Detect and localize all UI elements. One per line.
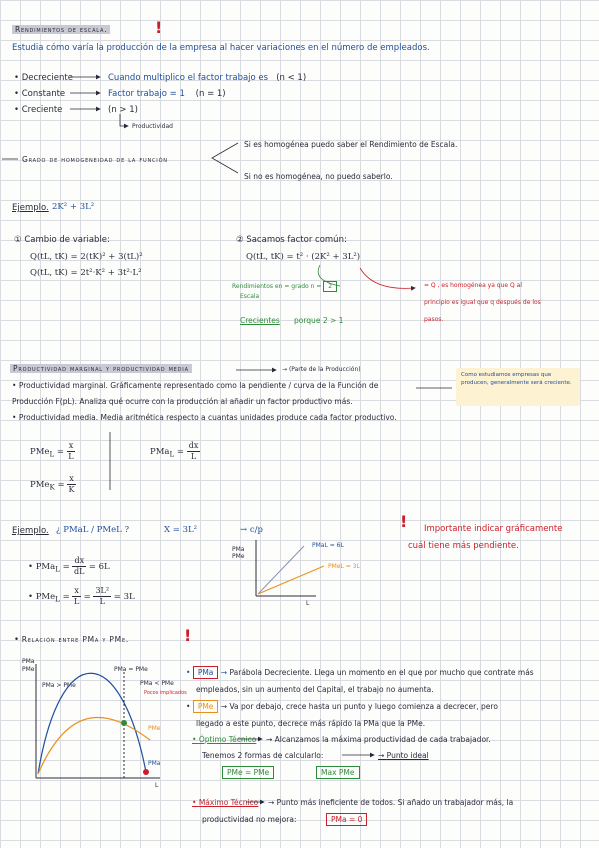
optimo-point xyxy=(121,720,127,726)
graph3 xyxy=(36,664,160,778)
step1-title: ① Cambio de variable: xyxy=(14,235,110,245)
graph2 xyxy=(256,540,324,596)
no-homogenea: Si no es homogénea, no puedo saberlo. xyxy=(244,172,393,181)
pmal-calc: • PMa$_L$ = $\frac{dx}{dL}$ = 6L xyxy=(28,556,110,576)
graph3-y1: PMa xyxy=(22,658,35,665)
section-title-rendimientos: Rendimientos de escala. xyxy=(12,25,110,34)
step2-title: ② Sacamos factor común: xyxy=(236,235,347,245)
graph3-right-label: PMa < PMe xyxy=(140,680,174,687)
graph3-curve-pma: PMa xyxy=(148,760,161,767)
graph3-axis-l: L xyxy=(155,782,159,789)
escala-label: Escala xyxy=(240,293,260,300)
green-curve-arrow xyxy=(318,265,340,286)
importante-2: cuál tiene más pendiente. xyxy=(408,541,519,551)
optimo-label: • Óptimo Técnico xyxy=(192,735,257,744)
row-creciente-label: • Creciente xyxy=(14,105,63,115)
pma-desc-1: • PMa → Parábola Decreciente. Llega un momento en el que por mucho que contrate más xyxy=(186,668,534,677)
maximo-desc: → Punto más ineficiente de todos. Si añado un trabajador más, la xyxy=(268,798,514,807)
maximo-label: • Máximo Técnico xyxy=(192,798,259,807)
graph3-curve-pme: PMe xyxy=(148,725,161,732)
section-subtitle: Estudia cómo varía la producción de la empresa al hacer variaciones en el número de empleados. xyxy=(12,43,430,53)
pme-l-formula: PMe$_L$ = $\frac{x}{L}$ xyxy=(30,441,74,461)
ejemplo2-label: Ejemplo. xyxy=(12,526,49,536)
graph2-pma: PMa xyxy=(232,546,245,553)
exclamation-icon: ! xyxy=(155,18,163,37)
rend-label: Rendimientos en = grado n = 2 xyxy=(232,283,337,290)
red-note-3: pasos. xyxy=(424,316,444,323)
maximo-point xyxy=(143,769,149,775)
box-pme-pme: PMe = PMe xyxy=(222,766,274,779)
brace-si-no xyxy=(212,143,238,173)
step1-line2: Q(tL, tK) = 2t²·K² + 3t²·L² xyxy=(30,268,142,278)
pme-line: • Productividad media. Media aritmética respecto a cuantas unidades produce cada factor productivo. xyxy=(12,413,397,422)
pmel-calc: • PMe$_L$ = $\frac{x}{L}$ = $\frac{\text{3L²}}{L}$ = 3L xyxy=(28,586,135,606)
row-decreciente-label: • Decreciente xyxy=(14,73,73,83)
red-note-2: principio es igual que q después de los xyxy=(424,299,541,306)
parte-produccion-note: → (Parte de la Producción) xyxy=(282,366,361,373)
tenemos: Tenemos 2 formas de calcularlo: xyxy=(202,751,324,760)
row-constante-text: Factor trabajo = 1 (n = 1) xyxy=(108,89,226,99)
maximo-box: PMa = 0 xyxy=(326,813,367,826)
graph2-pmel-label: PMeL = 3L xyxy=(328,563,360,570)
graph3-right-small: Pocos implicados xyxy=(144,690,187,696)
red-curve-arrow xyxy=(360,268,415,288)
graph2-pme: PMe xyxy=(232,553,245,560)
pme-k-formula: PMe$_K$ = $\frac{x}{K}$ xyxy=(30,474,75,494)
row-constante-label: • Constante xyxy=(14,89,66,99)
pmg-line2: Producción F(pL). Analiza qué ocurre con la producción al añadir un factor productivo más. xyxy=(12,397,353,406)
graph3-y2: PMe xyxy=(22,666,35,673)
ejemplo1-label: Ejemplo. xyxy=(12,203,49,213)
pma-l-formula: PMa$_L$ = $\frac{dx}{L}$ xyxy=(150,441,199,461)
graph3-top-label: PMa = PMe xyxy=(114,666,148,673)
graph3-left-label: PMa > PMe xyxy=(42,682,76,689)
rend-value: 2 xyxy=(323,281,337,292)
sticky-note: Como estudiamos empresas que producen, generalmente será creciente. xyxy=(456,368,580,406)
ejemplo2-cp: → c/p xyxy=(240,525,263,535)
row-creciente-text: (n > 1) xyxy=(108,105,138,115)
exclamation-icon-2: ! xyxy=(400,512,408,531)
productividad-note: Productividad xyxy=(132,123,173,130)
importante-1: Importante indicar gráficamente xyxy=(424,524,563,534)
section-title-productividad: Productividad marginal y productividad media xyxy=(10,364,192,373)
arrow-productividad xyxy=(120,114,128,126)
ejemplo1-expr: 2K² + 3L² xyxy=(52,202,95,212)
ejemplo2-question: ¿ PMaL / PMeL ? xyxy=(56,525,130,535)
step1-line1: Q(tL, tK) = 2(tK)² + 3(tL)² xyxy=(30,252,143,262)
step2-expr: Q(tL, tK) = t² · (2K² + 3L²) xyxy=(246,252,361,262)
si-homogenea: Si es homogénea puedo saber el Rendimiento de Escala. xyxy=(244,140,458,149)
pme-desc-2: llegado a este punto, decrece más rápido la PMa que la PMe. xyxy=(196,719,426,728)
ejemplo2-func: X = 3L² xyxy=(164,525,198,535)
pmg-line1: • Productividad marginal. Gráficamente representado como la pendiente / curva de la Función de xyxy=(12,381,379,390)
crecientes-label: Crecientes xyxy=(240,316,280,325)
optimo-desc: → Alcanzamos la máxima productividad de cada trabajador. xyxy=(266,735,491,744)
grado-homogeneidad: Grado de homogeneidad de la función xyxy=(22,155,168,164)
section-title-relacion: • Relación entre PMa y PMe. xyxy=(14,635,130,645)
punto-ideal: → Punto ideal xyxy=(378,751,429,760)
box-max-pme: Max PMe xyxy=(316,766,360,779)
red-note-1: = Q , es homogénea ya que Q al xyxy=(424,282,522,289)
maximo-desc-2: productividad no mejora: xyxy=(202,815,297,824)
graph2-axis-l: L xyxy=(306,600,310,607)
porque-label: porque 2 > 1 xyxy=(294,316,344,325)
row-decreciente-text: Cuando multiplico el factor trabajo es (n < 1) xyxy=(108,73,307,83)
pma-desc-2: empleados, sin un aumento del Capital, el trabajo no aumenta. xyxy=(196,685,434,694)
exclamation-icon-3: ! xyxy=(184,626,192,645)
pme-desc-1: • PMe → Va por debajo, crece hasta un punto y luego comienza a decrecer, pero xyxy=(186,702,498,711)
graph2-pmal-label: PMaL = 6L xyxy=(312,542,344,549)
